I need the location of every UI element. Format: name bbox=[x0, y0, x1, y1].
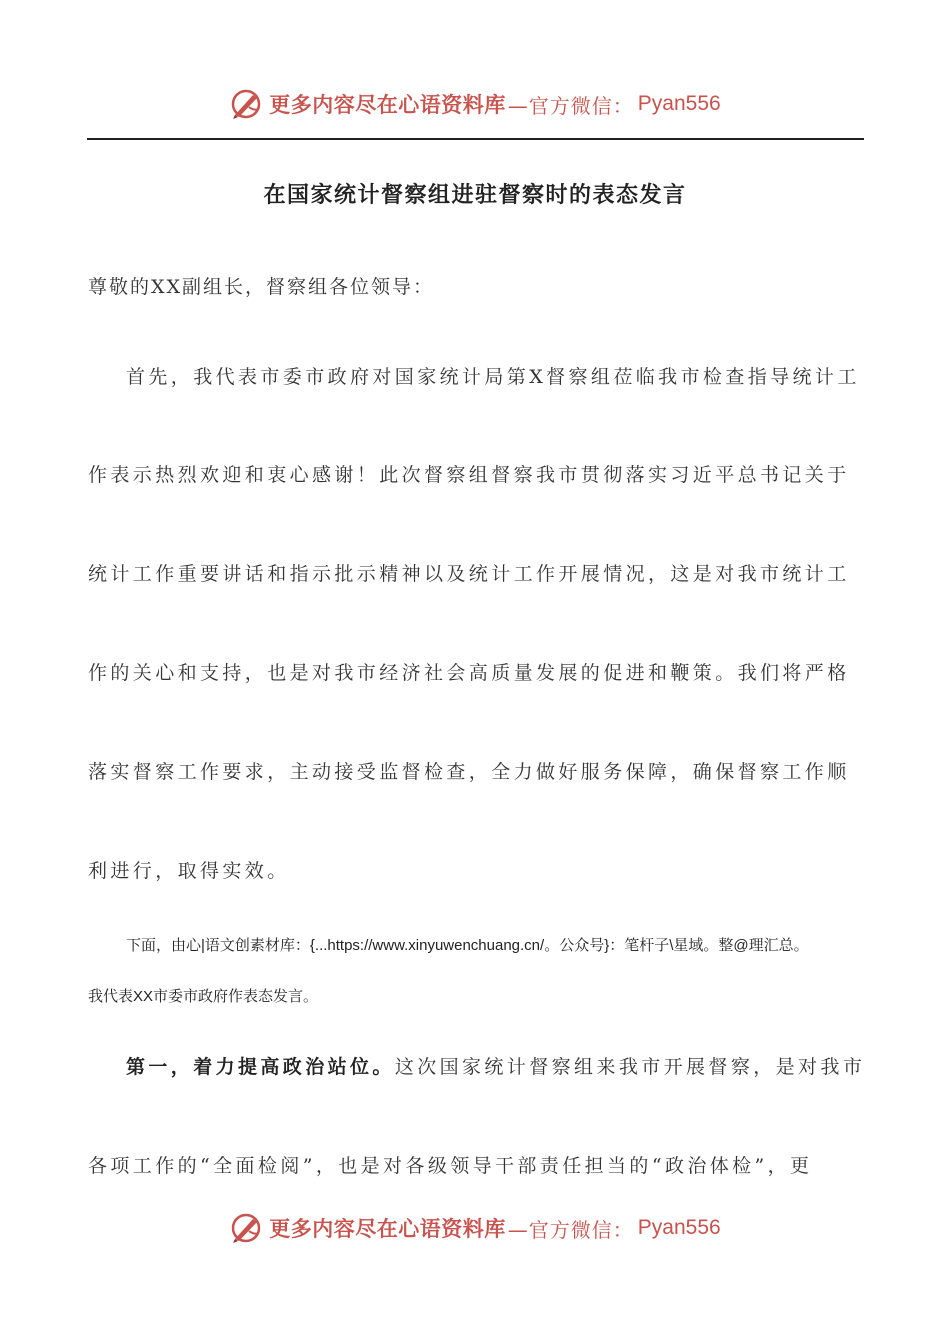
pen-logo-icon bbox=[229, 1211, 263, 1245]
footer-banner bbox=[0, 1208, 950, 1248]
paragraph-1-line-6: 利进行，取得实效。 bbox=[88, 860, 290, 882]
header-divider bbox=[87, 138, 864, 140]
paragraph-2-line-1: 下面，由心|语文创素材库：{...https://www.xinyuwenchuang.cn/。公众号}：笔杆子\星域。整@理汇总。 bbox=[126, 937, 809, 954]
paragraph-1-line-2: 作表示热烈欢迎和衷心感谢！此次督察组督察我市贯彻落实习近平总书记关于 bbox=[88, 464, 850, 486]
paragraph-2-line-2: 我代表XX市委市政府作表态发言。 bbox=[88, 988, 319, 1005]
header-banner bbox=[0, 84, 950, 124]
banner-brand: 更多内容尽在心语资料库 bbox=[269, 1217, 506, 1241]
banner-official-label: —官方微信： bbox=[507, 93, 634, 118]
paragraph-3-lead: 第一，着力提高政治站位。 bbox=[126, 1056, 395, 1078]
banner-wechat-id: Pyan556 bbox=[637, 92, 721, 115]
paragraph-1-line-1: 首先，我代表市委市政府对国家统计局第X督察组莅临我市检查指导统计工 bbox=[126, 366, 860, 388]
paragraph-3-line-1 bbox=[88, 1052, 868, 1079]
paragraph-3-line-1-text: 这次国家统计督察组来我市开展督察，是对我市 bbox=[394, 1056, 866, 1078]
paragraph-3-line-2: 各项工作的“全面检阅”，也是对各级领导干部责任担当的“政治体检”，更 bbox=[88, 1155, 813, 1177]
paragraph-1-line-5: 落实督察工作要求，主动接受监督检查，全力做好服务保障，确保督察工作顺 bbox=[88, 761, 850, 783]
banner-brand: 更多内容尽在心语资料库 bbox=[269, 93, 506, 117]
banner-official-label: —官方微信： bbox=[507, 1217, 634, 1242]
salutation: 尊敬的XX副组长，督察组各位领导： bbox=[88, 276, 435, 298]
paragraph-1-line-3: 统计工作重要讲话和指示批示精神以及统计工作开展情况，这是对我市统计工 bbox=[88, 563, 850, 585]
page-title: 在国家统计督察组进驻督察时的表态发言 bbox=[263, 182, 687, 208]
banner-wechat-id: Pyan556 bbox=[637, 1216, 721, 1239]
paragraph-1-line-4: 作的关心和支持，也是对我市经济社会高质量发展的促进和鞭策。我们将严格 bbox=[88, 662, 850, 684]
pen-logo-icon bbox=[229, 87, 263, 121]
